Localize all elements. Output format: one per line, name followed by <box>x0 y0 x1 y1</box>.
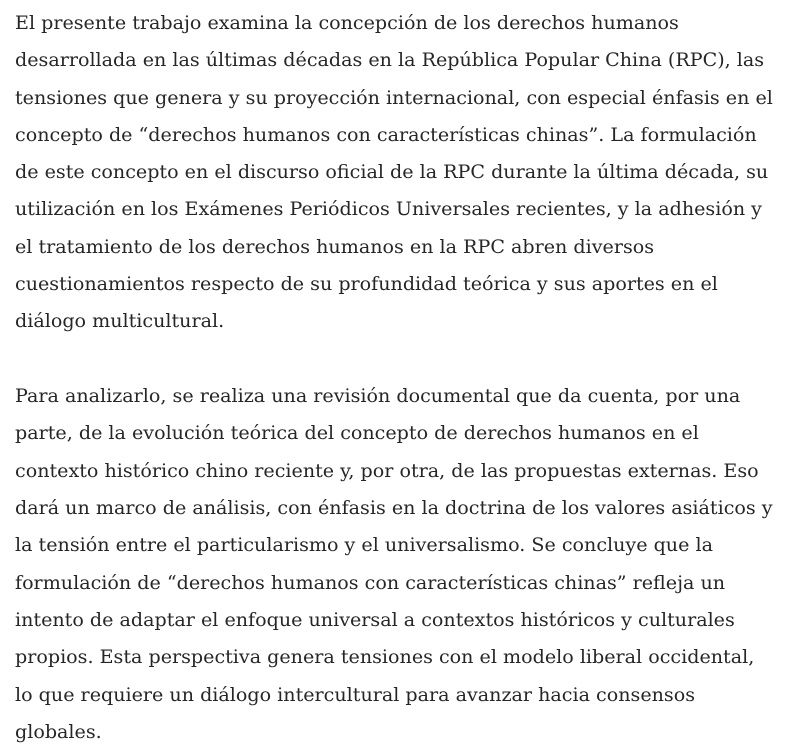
abstract-paragraph-1: El presente trabajo examina la concepción de los derechos humanos desarrollada en las últimas décadas en la República Popular China (RPC), las tensiones que genera y su proyección internacional, con especial énfasis en el concepto de “derechos humanos con características chinas”. La formulación de este concepto en el discurso oficial de la RPC durante la última década, su utilización en los Exámenes Periódicos Universales recientes, y la adhesión y el tratamiento de los derechos humanos en la RPC abren diversos cuestionamientos respecto de su profundidad teórica y sus aportes en el diálogo multicultural. <box>15 11 773 333</box>
abstract-text <box>15 4 775 750</box>
abstract-paragraph-2: Para analizarlo, se realiza una revisión documental que da cuenta, por una parte, de la evolución teórica del concepto de derechos humanos en el contexto histórico chino reciente y, por otra, de las propuestas externas. Eso dará un marco de análisis, con énfasis en la doctrina de los valores asiáticos y la tensión entre el particularismo y el universalismo. Se concluye que la formulación de “derechos humanos con características chinas” refleja un intento de adaptar el enfoque universal a contextos históricos y culturales propios. Esta perspectiva genera tensiones con el modelo liberal occidental, lo que requiere un diálogo intercultural para avanzar hacia consensos globales. <box>15 384 773 743</box>
